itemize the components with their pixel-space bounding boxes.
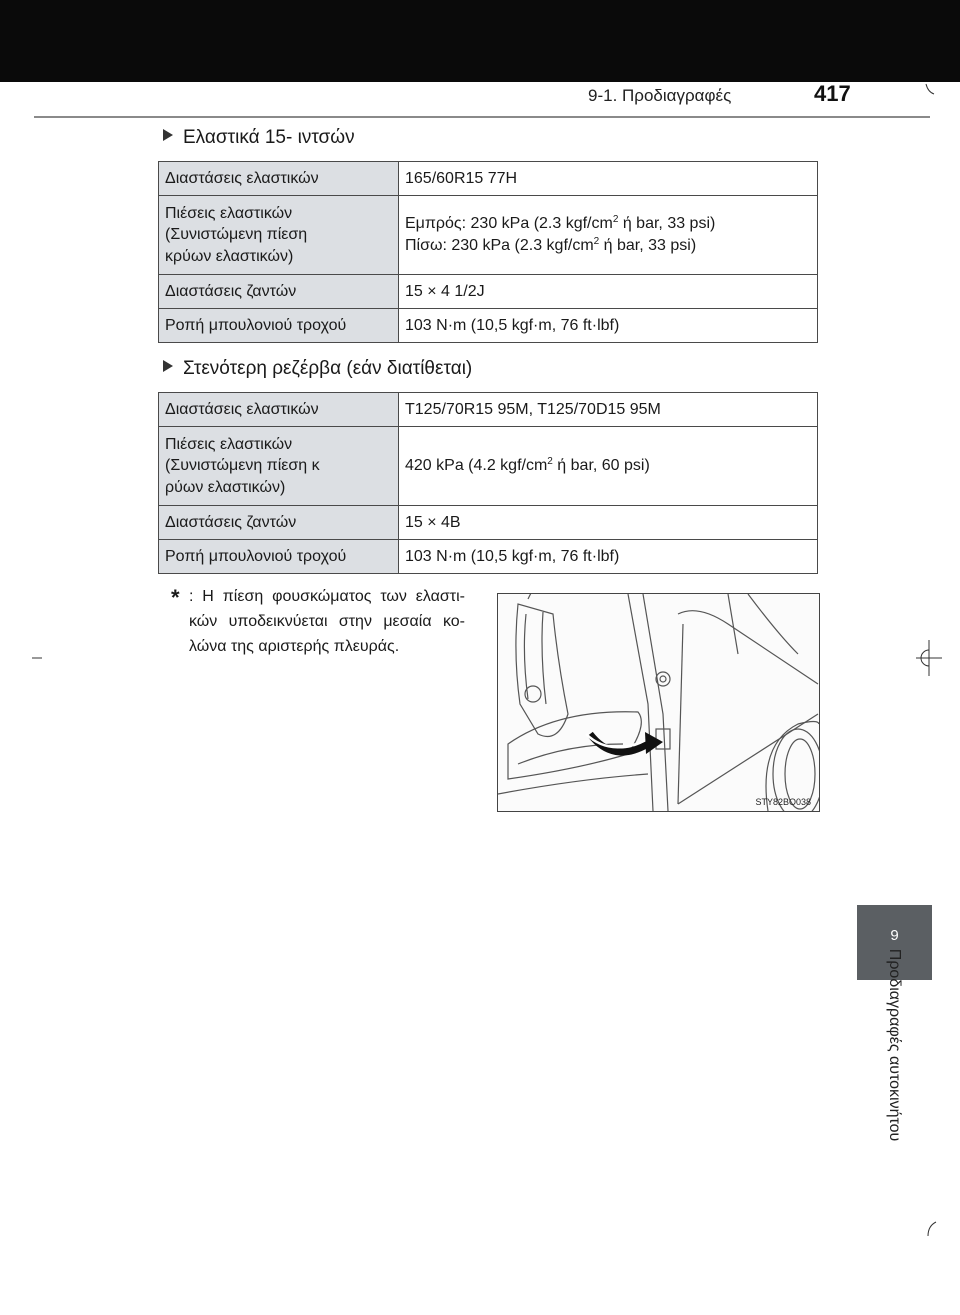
table-row xyxy=(159,309,818,343)
triangle-bullet-icon xyxy=(163,360,173,372)
table-row xyxy=(159,393,818,427)
crop-mark-right xyxy=(914,640,944,676)
row-value: 165/60R15 77H xyxy=(399,162,818,196)
table-row xyxy=(159,196,818,275)
row-value: T125/70R15 95M, T125/70D15 95M xyxy=(399,393,818,427)
spare-pressure: 420 kPa (4.2 kgf/$cm^2$ ή bar, 60 psi) xyxy=(405,456,650,475)
row-value xyxy=(399,196,818,275)
table-row xyxy=(159,427,818,506)
figure-code: STY82BO038 xyxy=(755,797,811,807)
row-value: 15 × 4 1/2J xyxy=(399,275,818,309)
key-line: ρύων ελαστικών) xyxy=(165,478,286,496)
car-door-drawing xyxy=(498,594,819,811)
row-value: 15 × 4B xyxy=(399,506,818,540)
row-key xyxy=(159,427,399,506)
triangle-bullet-icon xyxy=(163,129,173,141)
chapter-number: 9 xyxy=(890,927,899,944)
key-line: (Συνιστώμενη πίεση xyxy=(165,226,308,244)
header-rule xyxy=(34,116,930,118)
spec-table-spare xyxy=(158,392,818,574)
page-number: 417 xyxy=(814,81,851,106)
row-key xyxy=(159,196,399,275)
rear-pressure: Πίσω: 230 kPa (2.3 kgf/$cm^2$ ή bar, 33 psi) xyxy=(405,236,697,254)
heading-text: Στενότερη ρεζέρβα (εάν διατίθεται) xyxy=(183,358,473,379)
row-key: Ροπή μπουλονιού τροχού xyxy=(159,540,399,574)
heading-text: Ελαστικά 15- ιντσών xyxy=(183,127,355,148)
key-line: κρύων ελαστικών) xyxy=(165,247,294,265)
row-key: Διαστάσεις ελαστικών xyxy=(159,162,399,196)
key-line: Πιέσεις ελαστικών xyxy=(165,435,293,453)
footnote-marker: * xyxy=(171,585,180,610)
spec-table-15-inch xyxy=(158,161,818,343)
key-line: (Συνιστώμενη πίεση κ xyxy=(165,457,320,475)
table-row xyxy=(159,540,818,574)
chapter-label: Προδιαγραφές αυτοκινήτου xyxy=(886,948,903,1142)
crop-mark-left xyxy=(32,655,44,661)
crop-mark-bottom-right xyxy=(924,1220,940,1240)
footnote xyxy=(165,585,465,659)
table-row xyxy=(159,162,818,196)
table-row xyxy=(159,275,818,309)
row-value: 103 N·m (10,5 kgf·m, 76 ft·lbf) xyxy=(399,309,818,343)
crop-mark-top-right xyxy=(920,82,940,98)
top-black-bar xyxy=(0,0,960,82)
table-row xyxy=(159,506,818,540)
row-key: Ροπή μπουλονιού τροχού xyxy=(159,309,399,343)
section-heading-spare xyxy=(163,358,472,380)
section-heading-15-inch xyxy=(163,127,355,149)
row-key: Διαστάσεις ελαστικών xyxy=(159,393,399,427)
row-key: Διαστάσεις ζαντών xyxy=(159,506,399,540)
row-key: Διαστάσεις ζαντών xyxy=(159,275,399,309)
row-value: 103 N·m (10,5 kgf·m, 76 ft·lbf) xyxy=(399,540,818,574)
section-title: 9-1. Προδιαγραφές xyxy=(588,86,732,105)
front-pressure: Εμπρός: 230 kPa (2.3 kgf/$cm^2$ ή bar, 33 psi) xyxy=(405,214,716,233)
footnote-text: : Η πίεση φουσκώματος των ελαστι-κών υποδεικνύεται στην μεσαία κο-λώνα της αριστερής πλευράς. xyxy=(189,588,465,655)
row-value xyxy=(399,427,818,506)
door-pillar-illustration xyxy=(497,593,820,812)
key-line: Πιέσεις ελαστικών xyxy=(165,204,293,222)
